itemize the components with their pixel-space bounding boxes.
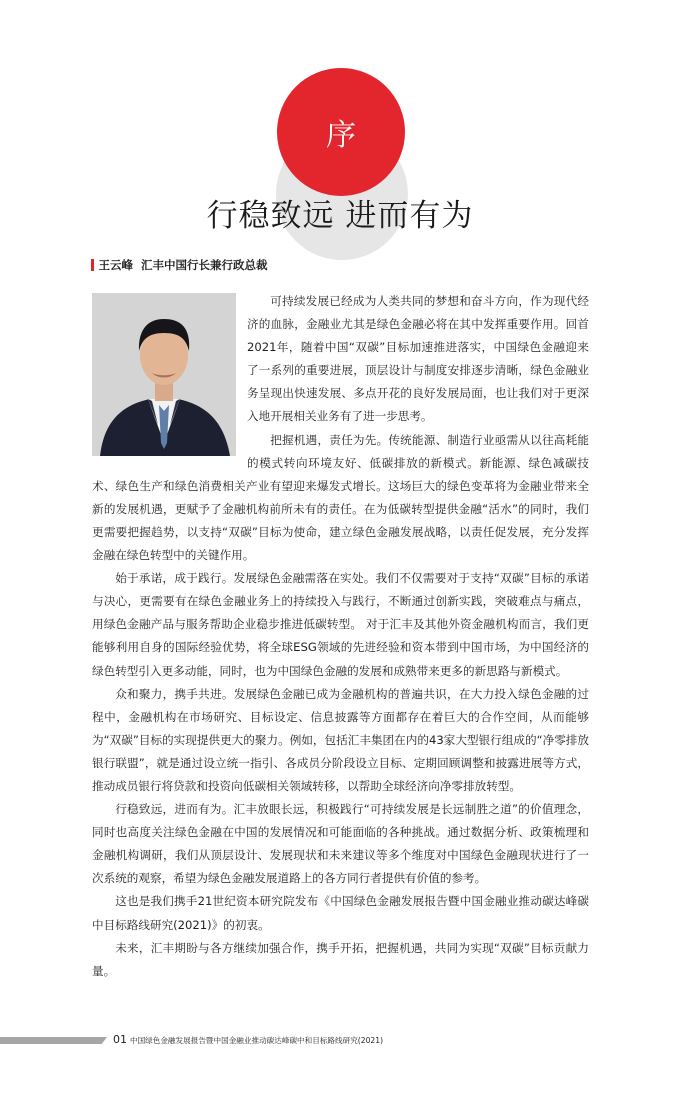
paragraph-6: 这也是我们携手21世纪资本研究院发布《中国绿色金融发展报告暨中国金融业推动碳达峰碳中目标路线研究(2021)》的初衷。 xyxy=(92,894,589,932)
preface-badge xyxy=(277,68,405,196)
paragraph-4: 众和聚力，携手共进。发展绿色金融已成为金融机构的普遍共识，在大力投入绿色金融的过程中，金融机构在市场研究、目标设定、信息披露等方面都存在着巨大的合作空间，从而能够为“双碳”目标的实现提供更大的聚力。例如，包括汇丰集团在内的43家大型银行组成的“净零排放银行联盟”，就是通过设立统一指引、各成员分阶段设立目标、定期回顾调整和披露进展等方式，推动成员银行将贷款和投资向低碳相关领域转移，以帮助全球经济向净零排放转型。 xyxy=(92,686,589,793)
preface-body xyxy=(92,290,589,983)
paragraph-7: 未来，汇丰期盼与各方继续加强合作，携手开拓，把握机遇，共同为实现“双碳”目标贡献力量。 xyxy=(92,940,590,978)
page-number: 01 xyxy=(113,1033,127,1046)
footer-report-title: 中国绿色金融发展报告暨中国金融业推动碳达峰碳中和目标路线研究(2021) xyxy=(130,1036,384,1045)
page-title: 行稳致远 进而有为 xyxy=(206,198,474,234)
paragraph-1: 可持续发展已经成为人类共同的梦想和奋斗方向，作为现代经济的血脉，金融业尤其是绿色金融必将在其中发挥重要作用。回首2021年，随着中国“双碳”目标加速推进落实，中国绿色金融迎来了一系列的重要进展，顶层设计与制度安排逐步清晰，绿色金融业务呈现出快速发展、多点开花的良好发展局面，也让我们对于更深入地开展相关业务有了进一步思考。 xyxy=(247,294,589,424)
author-line xyxy=(91,257,268,273)
paragraph-2: 把握机遇，责任为先。传统能源、制造行业亟需从以往高耗能的模式转向环境友好、低碳排放的新模式。新能源、绿色减碳技术、绿色生产和绿色消费相关产业有望迎来爆发式增长。这场巨大的绿色变革将为金融业带来全新的发展机遇，更赋予了金融机构前所未有的责任。在为低碳转型提供金融“活水”的同时，我们更需要把握趋势，以支持“双碳”目标为使命，建立绿色金融发展战略，以责任促发展，充分发挥金融在绿色转型中的关键作用。 xyxy=(92,432,589,563)
portrait-text-wrap-spacer xyxy=(92,290,247,470)
author-name: 王云峰 xyxy=(98,258,133,272)
footer-bar xyxy=(0,1037,107,1044)
preface-badge-label: 序 xyxy=(326,118,356,153)
author-accent-bar xyxy=(91,259,94,271)
paragraph-3: 始于承诺，成于践行。发展绿色金融需落在实处。我们不仅需要对于支持“双碳”目标的承诺与决心，更需要有在绿色金融业务上的持续投入与践行，不断通过创新实践，突破难点与痛点，用绿色金融产品与服务帮助企业稳步推进低碳转型。 对于汇丰及其他外资金融机构而言，我们更能够利用自身的国际经验优势，将全球ESG领域的先进经验和资本带到中国市场，为中国经济的绿色转型引入更多动能，同时，也为中国绿色金融的发展和成熟带来更多的新思路与新模式。 xyxy=(92,571,590,678)
paragraph-5: 行稳致远，进而有为。汇丰放眼长远，积极践行“可持续发展是长远制胜之道”的价值理念，同时也高度关注绿色金融在中国的发展情况和可能面临的各种挑战。通过数据分析、政策梳理和金融机构调研，我们从顶层设计、发展现状和未来建议等多个维度对中国绿色金融现状进行了一次系统的观察，希望为绿色金融发展道路上的各方同行者提供有价值的参考。 xyxy=(92,802,589,886)
author-role: 汇丰中国行长兼行政总裁 xyxy=(141,258,268,272)
